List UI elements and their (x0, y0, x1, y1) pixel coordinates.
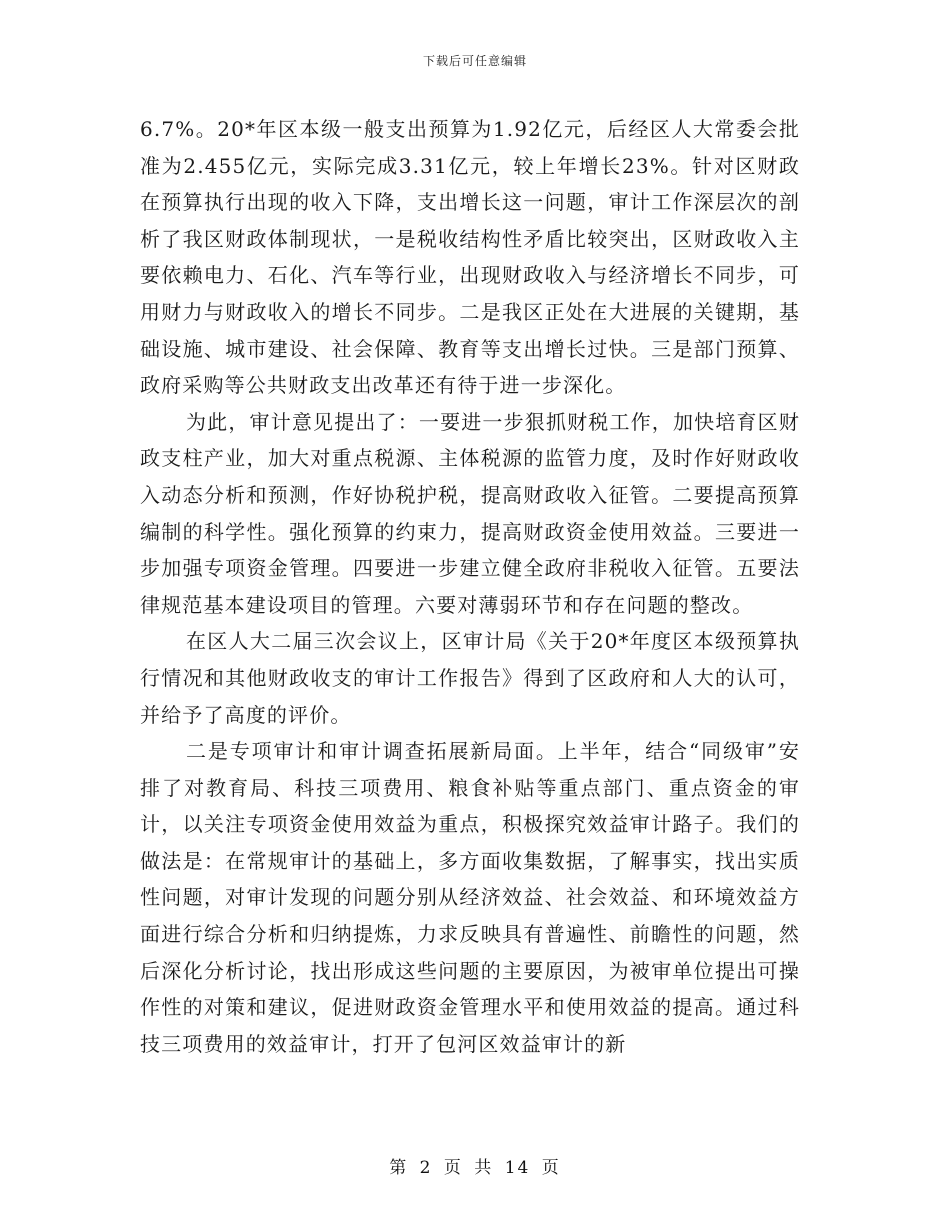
document-body (140, 111, 800, 1062)
paragraph-4: 二是专项审计和审计调查拓展新局面。上半年，结合“同级审”安排了对教育局、科技三项费用、粮食补贴等重点部门、重点资金的审计，以关注专项资金使用效益为重点，积极探究效益审计路子。我们的做法是：在常规审计的基础上，多方面收集数据，了解事实，找出实质性问题，对审计发现的问题分别从经济效益、社会效益、和环境效益方面进行综合分析和归纳提炼，力求反映具有普遍性、前瞻性的问题，然后深化分析讨论，找出形成这些问题的主要原因，为被审单位提出可操作性的对策和建议，促进财政资金管理水平和使用效益的提高。通过科技三项费用的效益审计，打开了包河区效益审计的新 (140, 739, 800, 1056)
paragraph-2: 为此，审计意见提出了：一要进一步狠抓财税工作，加快培育区财政支柱产业，加大对重点税源、主体税源的监管力度，及时作好财政收入动态分析和预测，作好协税护税，提高财政收入征管。二要提高预算编制的科学性。强化预算的约束力，提高财政资金使用效益。三要进一步加强专项资金管理。四要进一步建立健全政府非税收入征管。五要法律规范基本建设项目的管理。六要对薄弱环节和存在问题的整改。 (140, 409, 800, 617)
page-header: 下载后可任意编辑 (422, 54, 527, 68)
paragraph-3: 在区人大二届三次会议上，区审计局《关于20*年度区本级预算执行情况和其他财政收支的审计工作报告》得到了区政府和人大的认可，并给予了高度的评价。 (140, 629, 800, 727)
paragraph-1: 6.7%。20*年区本级一般支出预算为1.92亿元，后经区人大常委会批准为2.455亿元，实际完成3.31亿元，较上年增长23%。针对区财政在预算执行出现的收入下降，支出增长这一问题，审计工作深层次的剖析了我区财政体制现状，一是税收结构性矛盾比较突出，区财政收入主要依赖电力、石化、汽车等行业，出现财政收入与经济增长不同步，可用财力与财政收入的增长不同步。二是我区正处在大进展的关键期，基础设施、城市建设、社会保障、教育等支出增长过快。三是部门预算、政府采购等公共财政支出改革还有待于进一步深化。 (140, 117, 800, 398)
page-number-footer: 第 2 页 共 14 页 (389, 1158, 561, 1178)
